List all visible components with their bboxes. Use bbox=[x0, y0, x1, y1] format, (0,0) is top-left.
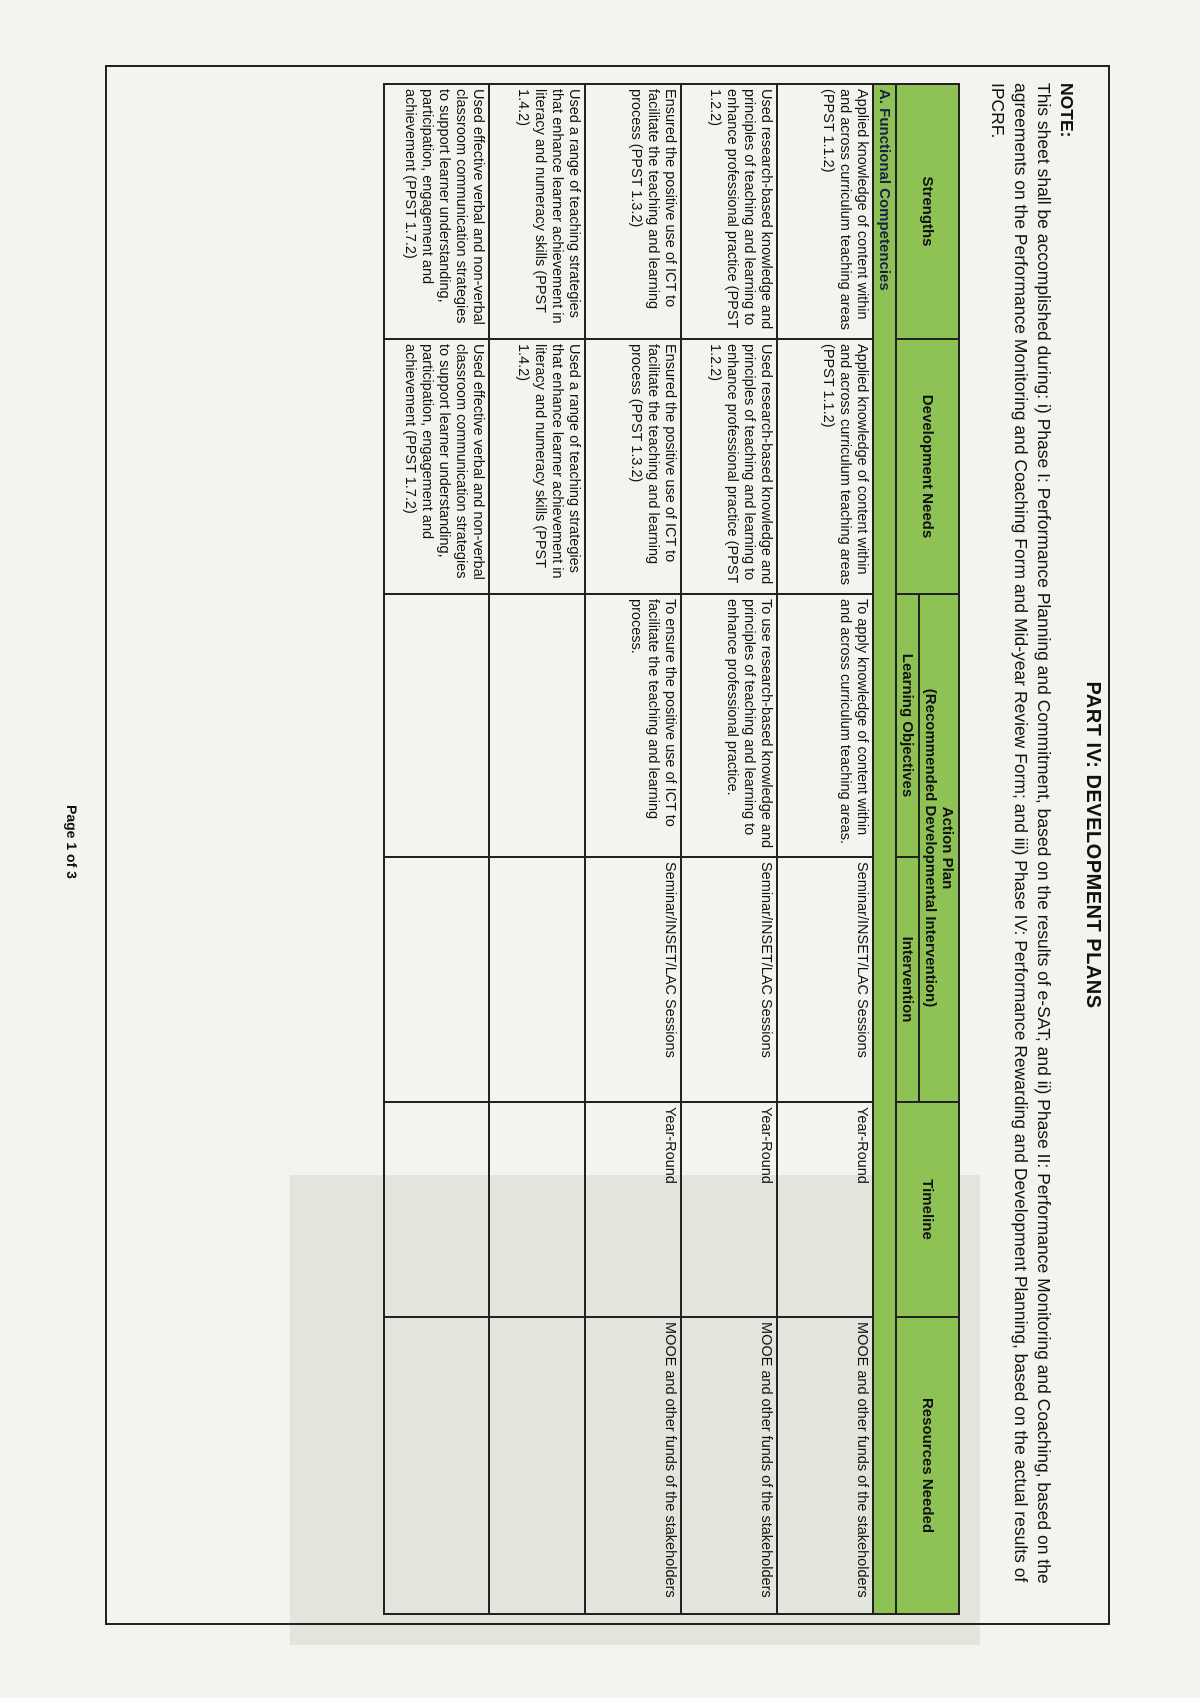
cell-objective bbox=[489, 594, 585, 857]
note-label: NOTE: bbox=[1057, 83, 1077, 138]
header-resources: Resources Needed bbox=[896, 1317, 959, 1614]
table-row bbox=[585, 84, 681, 1614]
header-timeline: Timeline bbox=[896, 1102, 959, 1317]
cell-objective: To ensure the positive use of ICT to facilitate the teaching and learning process. bbox=[585, 594, 681, 857]
cell-resources: MOOE and other funds of the stakeholders bbox=[777, 1317, 873, 1614]
table-row bbox=[681, 84, 777, 1614]
cell-resources: MOOE and other funds of the stakeholders bbox=[585, 1317, 681, 1614]
cell-need: Ensured the positive use of ICT to facilitate the teaching and learning process (PPST 1.3.2) bbox=[585, 339, 681, 594]
cell-timeline: Year-Round bbox=[585, 1102, 681, 1317]
cell-strength: Ensured the positive use of ICT to facilitate the teaching and learning process (PPST 1.3.2) bbox=[585, 84, 681, 339]
cell-timeline: Year-Round bbox=[777, 1102, 873, 1317]
cell-resources bbox=[489, 1317, 585, 1614]
cell-objective: To apply knowledge of content within and across curriculum teaching areas. bbox=[777, 594, 873, 857]
table-row bbox=[777, 84, 873, 1614]
cell-resources bbox=[384, 1317, 489, 1614]
header-learning-objectives: Learning Objectives bbox=[896, 594, 919, 857]
cell-timeline: Year-Round bbox=[681, 1102, 777, 1317]
cell-strength: Used a range of teaching strategies that enhance learner achievement in literacy and numeracy skills (PPST 1.4.2) bbox=[489, 84, 585, 339]
header-intervention: Intervention bbox=[896, 857, 919, 1102]
page-number: Page 1 of 3 bbox=[64, 805, 80, 879]
cell-need: Used a range of teaching strategies that enhance learner achievement in literacy and numeracy skills (PPST 1.4.2) bbox=[489, 339, 585, 594]
cell-timeline bbox=[384, 1102, 489, 1317]
note-block bbox=[986, 83, 1078, 1613]
cell-resources: MOOE and other funds of the stakeholders bbox=[681, 1317, 777, 1614]
header-strengths: Strengths bbox=[896, 84, 959, 339]
cell-need: Applied knowledge of content within and across curriculum teaching areas (PPST 1.1.2) bbox=[777, 339, 873, 594]
cell-intervention: Seminar/INSET/LAC Sessions bbox=[681, 857, 777, 1102]
header-development-needs: Development Needs bbox=[896, 339, 959, 594]
header-action-plan-subtitle: (Recommended Developmental Intervention) bbox=[922, 688, 939, 1008]
cell-intervention bbox=[384, 857, 489, 1102]
header-action-plan bbox=[919, 594, 959, 1102]
note-text: This sheet shall be accomplished during: i) Phase I: Performance Planning and Commitment, based on the results of e-SAT; and ii) Phase II: Performance Monitoring and Coaching, based on the agreements on the Performance Monitoring and Coaching Form and Mid-year Review Form; and iii) Phase IV: Performance Rewarding and Development Planning, based on the actual results of IPCRF. bbox=[988, 83, 1054, 1584]
cell-objective: To use research-based knowledge and principles of teaching and learning to enhance professional practice. bbox=[681, 594, 777, 857]
cell-objective bbox=[384, 594, 489, 857]
page-title: PART IV: DEVELOPMENT PLANS bbox=[1082, 681, 1104, 1009]
table-row bbox=[384, 84, 489, 1614]
section-title: A. Functional Competencies bbox=[873, 84, 896, 1614]
development-plan-table bbox=[383, 83, 960, 1615]
cell-need: Used effective verbal and non-verbal classroom communication strategies to support learner understanding, participation, engagement and achievement (PPST 1.7.2) bbox=[384, 339, 489, 594]
cell-strength: Used effective verbal and non-verbal classroom communication strategies to support learner understanding, participation, engagement and achievement (PPST 1.7.2) bbox=[384, 84, 489, 339]
cell-need: Used research-based knowledge and principles of teaching and learning to enhance professional practice (PPST 1.2.2) bbox=[681, 339, 777, 594]
cell-intervention bbox=[489, 857, 585, 1102]
rotated-sheet bbox=[64, 65, 1110, 1665]
table-row bbox=[489, 84, 585, 1614]
cell-strength: Applied knowledge of content within and across curriculum teaching areas (PPST 1.1.2) bbox=[777, 84, 873, 339]
header-action-plan-title: Action Plan bbox=[939, 806, 956, 890]
cell-timeline bbox=[489, 1102, 585, 1317]
cell-strength: Used research-based knowledge and principles of teaching and learning to enhance professional practice (PPST 1.2.2) bbox=[681, 84, 777, 339]
cell-intervention: Seminar/INSET/LAC Sessions bbox=[777, 857, 873, 1102]
cell-intervention: Seminar/INSET/LAC Sessions bbox=[585, 857, 681, 1102]
